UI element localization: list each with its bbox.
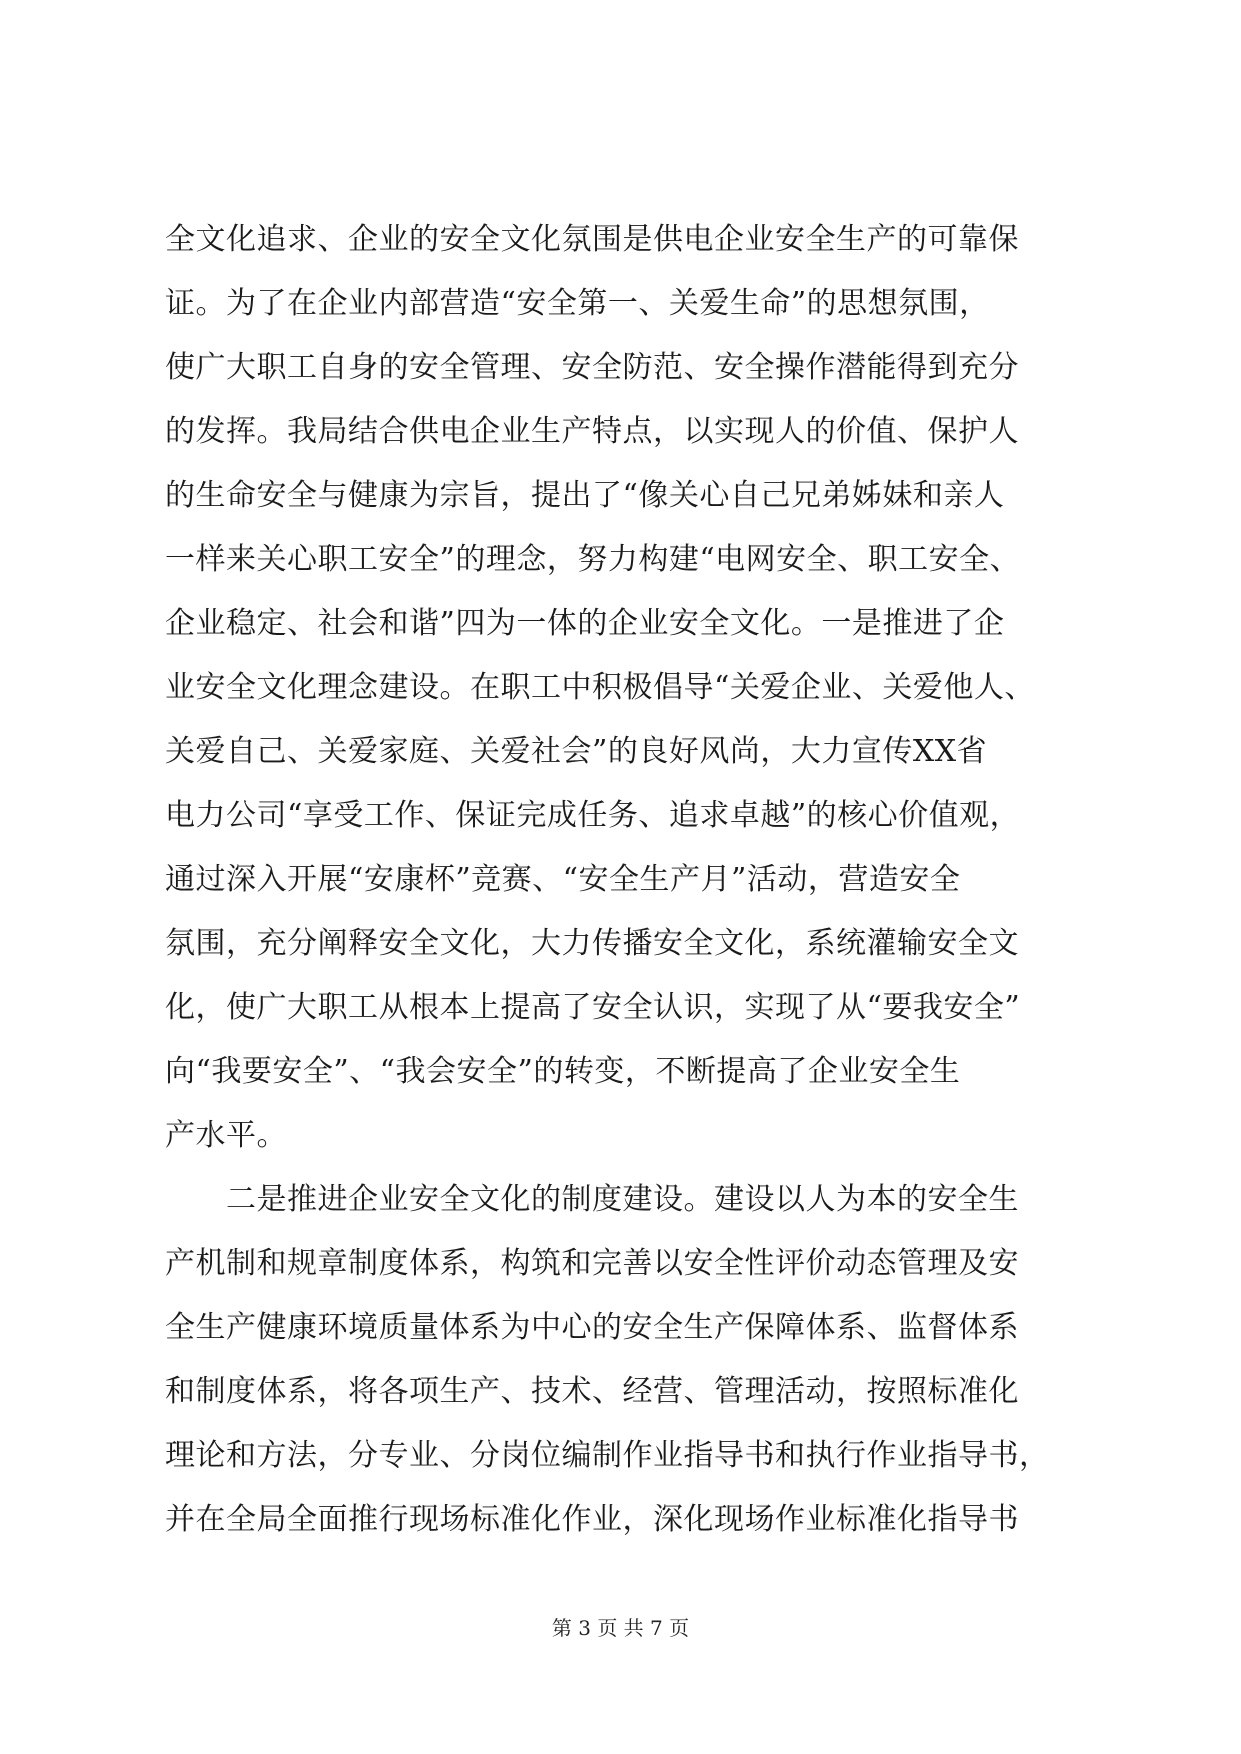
- text-line: 一样来关心职工安全”的理念，努力构建“电网安全、职工安全、: [165, 542, 1021, 577]
- text-line: 化，使广大职工从根本上提高了安全认识，实现了从“要我安全”: [165, 990, 1021, 1025]
- text-line: 的生命安全与健康为宗旨，提出了“像关心自己兄弟姊妹和亲人: [165, 478, 1005, 513]
- text-line: 和制度体系，将各项生产、技术、经营、管理活动，按照标准化: [165, 1374, 1019, 1409]
- text-line: 产水平。: [165, 1118, 287, 1153]
- text-line: 通过深入开展“安康杯”竞赛、“安全生产月”活动，营造安全: [165, 862, 961, 897]
- text-line: 业安全文化理念建设。在职工中积极倡导“关爱企业、关爱他人、: [165, 670, 1035, 705]
- text-line: 全文化追求、企业的安全文化氛围是供电企业安全生产的可靠保: [165, 222, 1019, 257]
- text-line: 电力公司“享受工作、保证完成任务、追求卓越”的核心价值观，: [165, 798, 1021, 833]
- text-line: 企业稳定、社会和谐”四为一体的企业安全文化。一是推进了企: [165, 606, 1005, 641]
- text-line: 产机制和规章制度体系，构筑和完善以安全性评价动态管理及安: [165, 1246, 1019, 1281]
- text-line: 理论和方法，分专业、分岗位编制作业指导书和执行作业指导书，: [165, 1438, 1050, 1473]
- text-line: 氛围，充分阐释安全文化，大力传播安全文化，系统灌输安全文: [165, 926, 1019, 961]
- text-line: 并在全局全面推行现场标准化作业，深化现场作业标准化指导书: [165, 1502, 1019, 1537]
- text-line: 二是推进企业安全文化的制度建设。建设以人为本的安全生: [165, 1182, 1019, 1217]
- text-line: 使广大职工自身的安全管理、安全防范、安全操作潜能得到充分: [165, 350, 1019, 385]
- text-line: 全生产健康环境质量体系为中心的安全生产保障体系、监督体系: [165, 1310, 1019, 1345]
- text-line: 向“我要安全”、“我会安全”的转变，不断提高了企业安全生: [165, 1054, 961, 1089]
- text-line: 证。为了在企业内部营造“安全第一、关爱生命”的思想氛围，: [165, 286, 990, 321]
- page-number-footer: 第 3 页 共 7 页: [551, 1616, 690, 1640]
- text-line: 关爱自己、关爱家庭、关爱社会”的良好风尚，大力宣传XX省: [165, 734, 988, 769]
- text-line: 的发挥。我局结合供电企业生产特点，以实现人的价值、保护人: [165, 414, 1019, 449]
- body-text: [165, 208, 1077, 1552]
